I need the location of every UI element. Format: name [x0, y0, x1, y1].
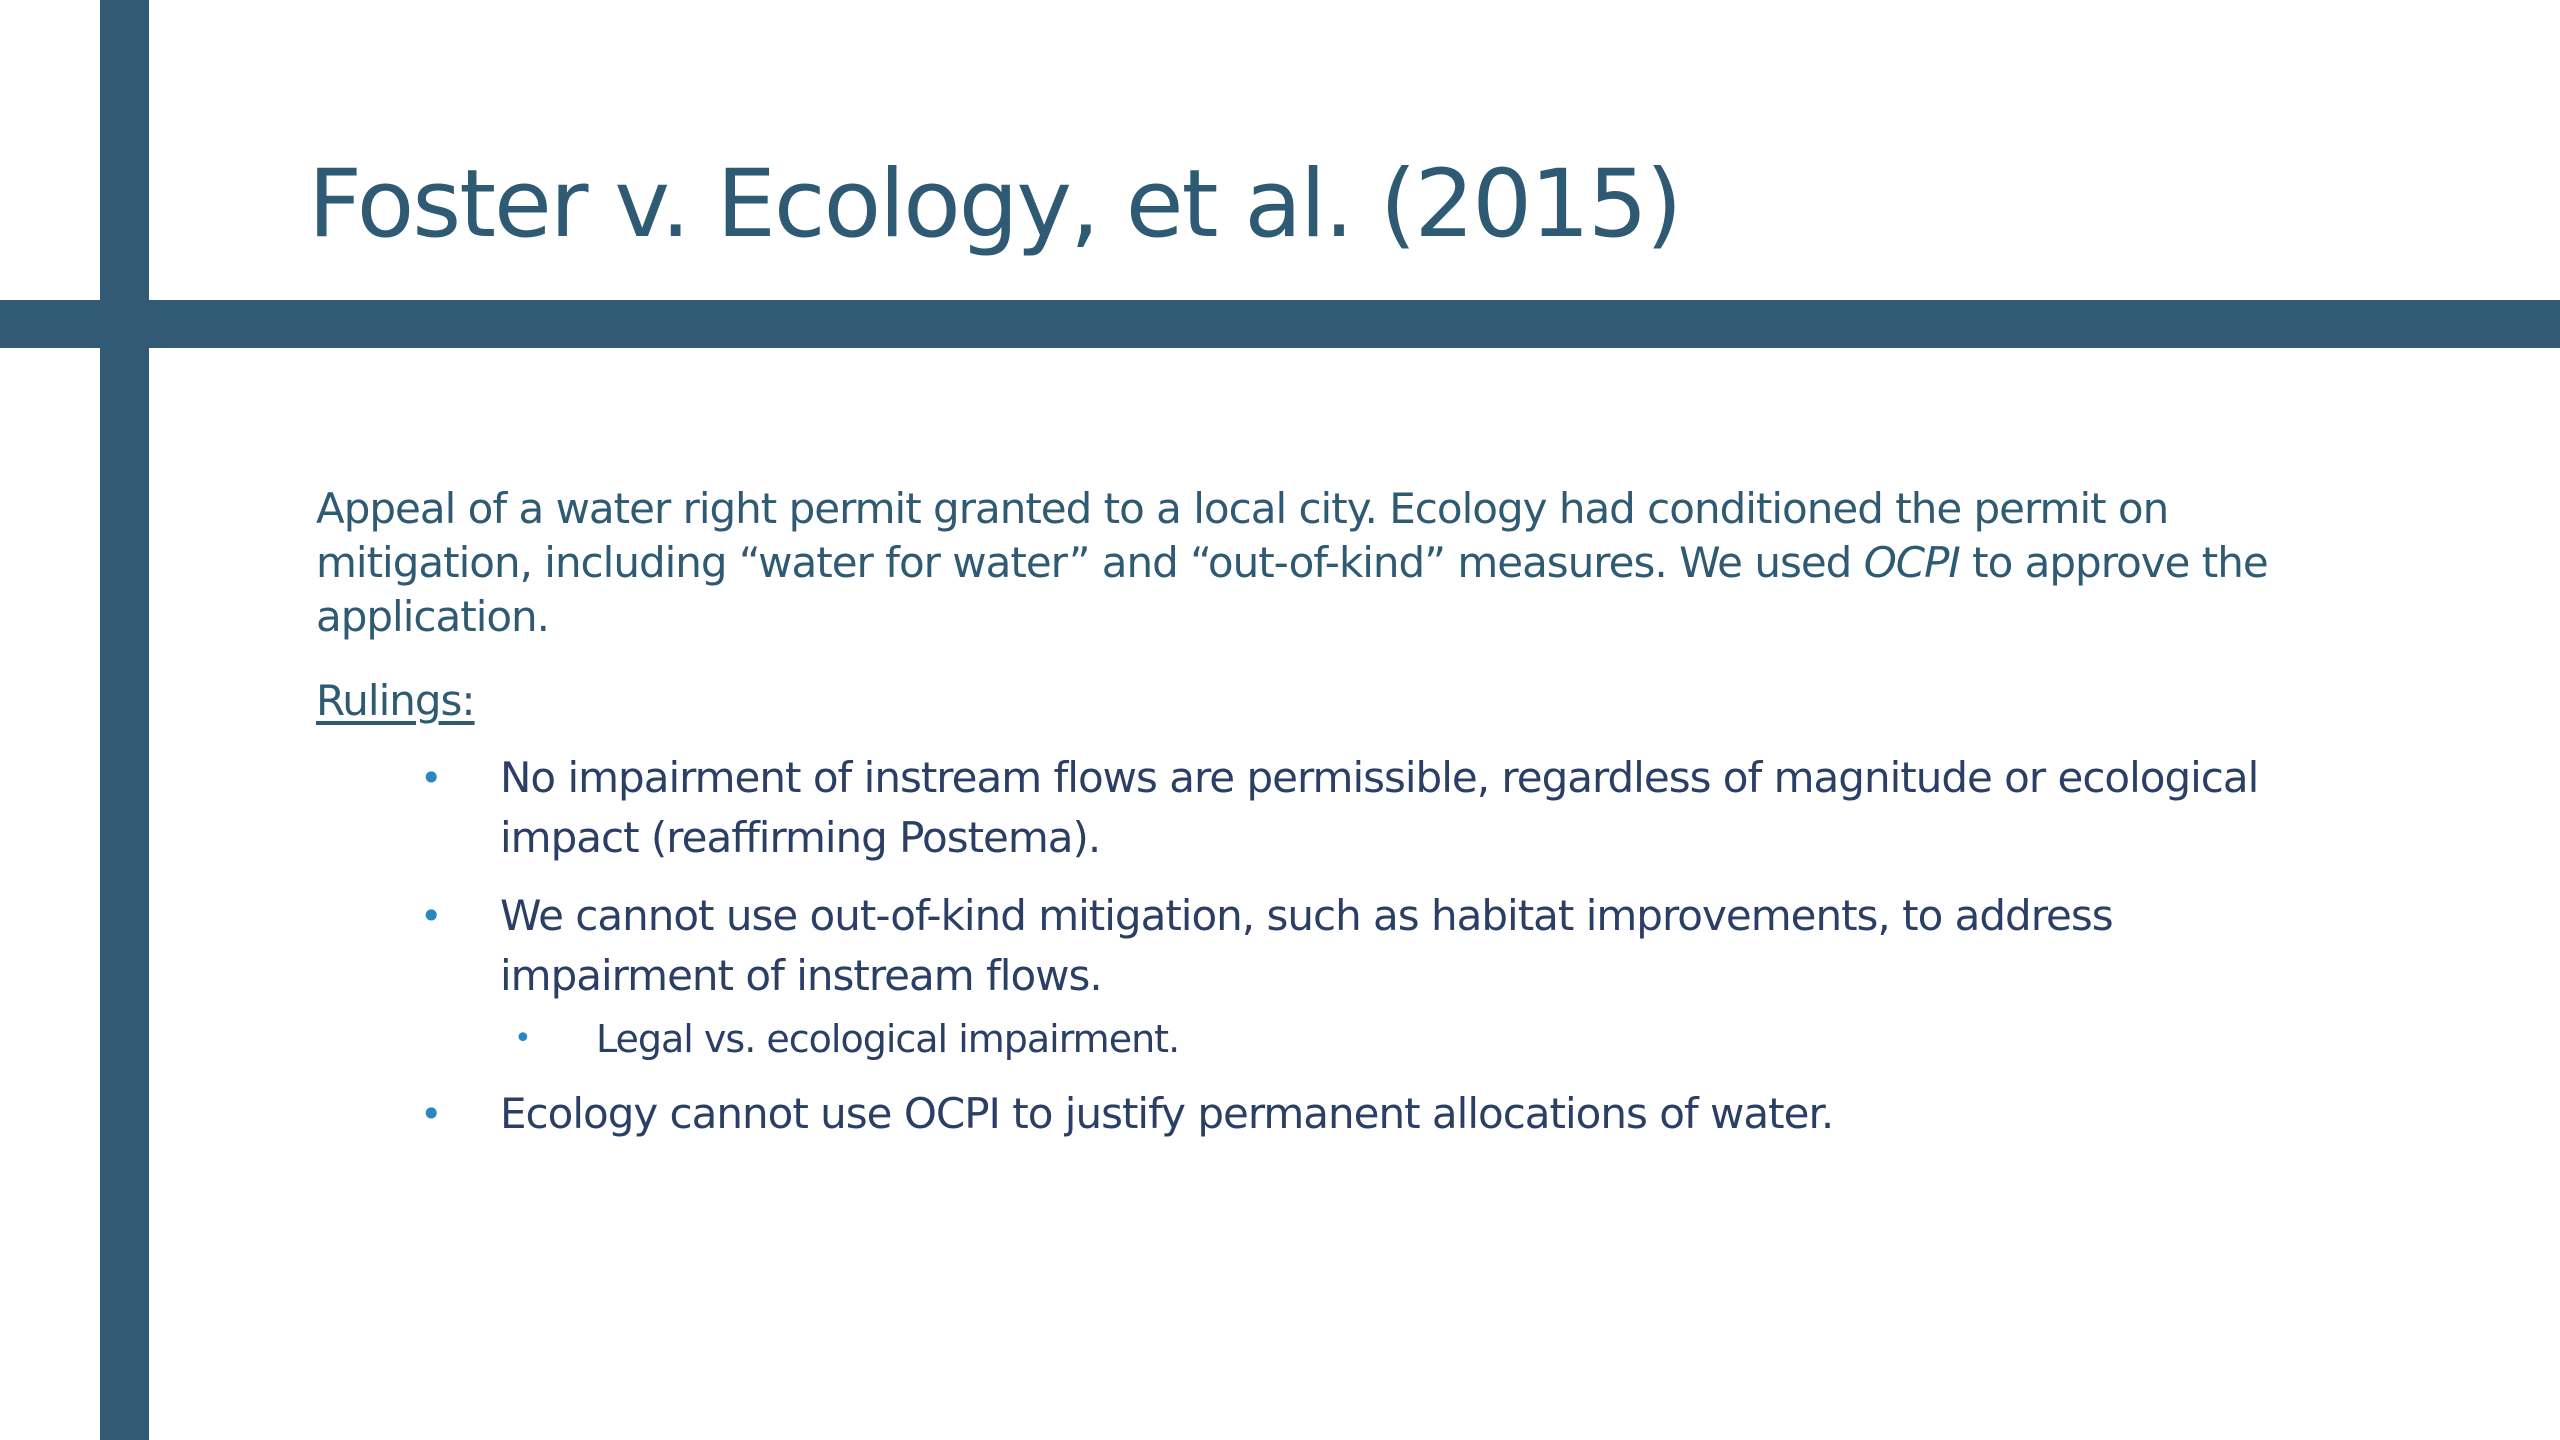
- bullet-icon: •: [420, 1092, 442, 1136]
- intro-text-start: Appeal of a water right permit granted to a local city. Ecology had conditioned the permit on mitigation, including “water for water” and “out-of-kind” measures. We used: [316, 484, 2169, 587]
- slide-title: Foster v. Ecology, et al. (2015): [308, 150, 1681, 259]
- intro-paragraph: [316, 482, 2306, 644]
- vertical-accent-bar: [100, 0, 149, 1440]
- bullet-icon: •: [514, 1021, 531, 1056]
- sub-rulings-list: [500, 1012, 2280, 1066]
- slide-body: [316, 482, 2316, 1162]
- rulings-heading: Rulings:: [316, 676, 475, 725]
- ruling-text: Ecology cannot use OCPI to justify permanent allocations of water.: [500, 1089, 1834, 1138]
- intro-emphasis: OCPI: [1863, 538, 1960, 587]
- horizontal-accent-bar: [0, 300, 2560, 348]
- ruling-text: No impairment of instream flows are permissible, regardless of magnitude or ecological impact (reaffirming Postema).: [500, 753, 2259, 862]
- rulings-list: [316, 748, 2316, 1144]
- sub-ruling-item: [500, 1012, 2280, 1066]
- ruling-text: We cannot use out-of-kind mitigation, such as habitat improvements, to address impairment of instream flows.: [500, 891, 2113, 1000]
- ruling-item: [316, 748, 2280, 868]
- intro-text-end: to approve the application.: [316, 538, 2268, 641]
- ruling-item: [316, 886, 2280, 1066]
- sub-ruling-text: Legal vs. ecological impairment.: [596, 1017, 1180, 1061]
- bullet-icon: •: [420, 756, 442, 800]
- bullet-icon: •: [420, 894, 442, 938]
- ruling-item: [316, 1084, 2280, 1144]
